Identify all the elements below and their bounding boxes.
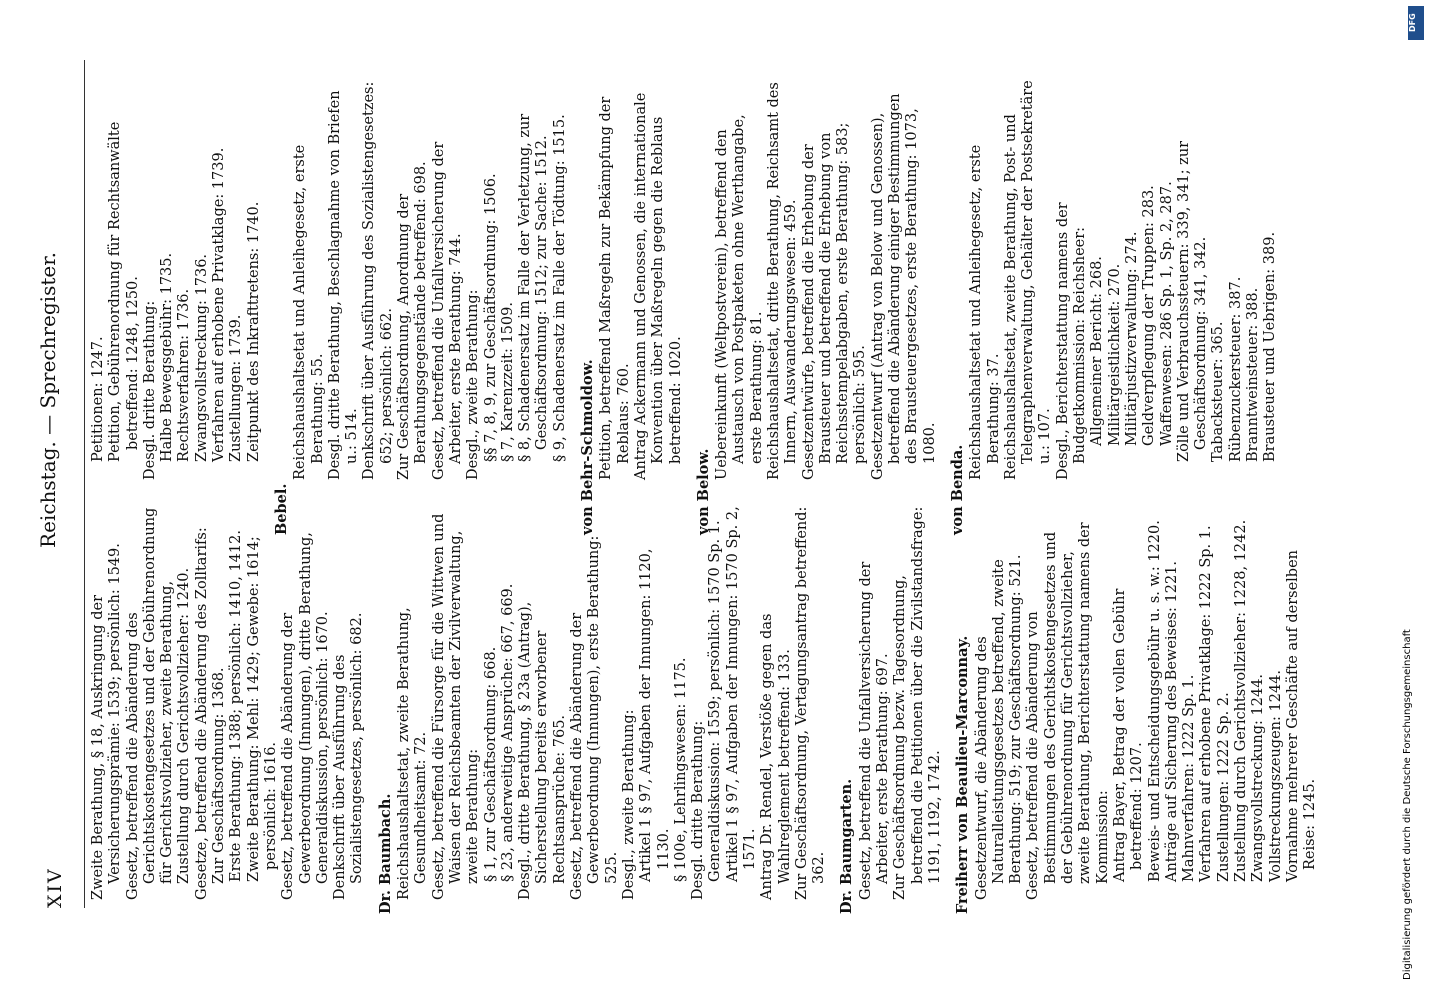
register-entry: Gesetzentwurf, die Abänderung des Naturalleistungsgesetzes betreffend, zweite Berathung: 519; zur Geschäftsordnung: 521. <box>973 554 1025 900</box>
register-subentry: Zustellungen: 1222 Sp. 2. <box>1215 692 1232 882</box>
speaker-name: Freiherr von Beaulieu-Marconnay. <box>954 635 972 914</box>
register-entry: Desgl., zweite Berathung: <box>465 289 482 480</box>
register-subentry: §§ 7, 8, 9, zur Geschäftsordnung: 1506. <box>482 173 499 462</box>
register-subentry: Verfahren auf erhobene Privatklage: 1739. <box>211 147 228 462</box>
register-entry: Gesetz, betreffend die Abänderung der Gewerbeordnung (Innungen), erste Berathung: 525. <box>569 535 620 900</box>
page-title: Reichstag. — Sprechregister. <box>36 252 60 548</box>
register-entry: Zur Geschäftsordnung, Anordnung der Berathungsgegenstände betreffend: 698. <box>396 161 430 480</box>
register-subentry: § 8, Schadenersatz im Falle der Verletzung, zur Geschäftsordnung: 1512; zur Sache: 1512. <box>517 113 551 462</box>
register-subentry: Zeitpunkt des Inkrafttretens: 1740. <box>245 201 262 462</box>
register-subentry: Militärjustizverwaltung: 274. <box>1123 231 1140 446</box>
register-subentry: Zölle und Verbrauchssteuern: 339, 341; zur Geschäftsordnung: 341, 342. <box>1175 140 1210 462</box>
register-subentry: Geldverpflegung der Truppen: 283. <box>1141 185 1158 446</box>
register-entry: Zur Geschäftsordnung bezw. Tagesordnung, betreffend die Petitionen über die Zivilstandsfrage: 1191, 1192, 1742. <box>892 506 943 900</box>
register-entry: Antrag Dr. Rendel, Verstöße gegen das Wahlreglement betreffend: 133. <box>759 613 793 900</box>
register-entry: Reichshaushaltsetat, zweite Berathung, Post- und Telegraphenverwaltung, Gehälter der Postsekretäre u.: 107. <box>1002 80 1054 480</box>
register-subentry: Zwangsvollstreckung: 1736. <box>193 253 210 462</box>
right-column <box>90 80 1280 535</box>
register-entry: Gesetz, betreffend die Abänderung des Gerichtskostengesetzes und der Gebührenordnung für Gerichtsvollzieher, zweite Berathung, Zustellung durch Gerichtsvollzieher: 1240. <box>124 507 193 900</box>
register-subentry: Petitionen: 1247. <box>90 336 106 462</box>
register-entry: Gesetzentwurf (Antrag von Below und Genossen), betreffend die Abänderung einiger Bestimmungen des Brausteuergesetzes, erste Berathung: 1073, 1080. <box>869 93 938 480</box>
register-entry: Desgl., dritte Berathung, § 23a (Antrag), Sicherstellung bereits erworbener Rechtsansprüche: 765. <box>517 601 568 900</box>
register-entry: Gesetzentwürfe, betreffend die Erhebung der Brausteuer und betreffend die Erhebung von Reichsstempelabgaben, erste Berathung: 583; persönlich: 595. <box>800 122 869 480</box>
left-column <box>90 505 1319 914</box>
register-entry: Gesetz, betreffend die Fürsorge für die Wittwen und Waisen der Reichsbeamten der Zivilverwaltung, zweite Berathung: <box>430 513 482 900</box>
page-header <box>26 0 66 1000</box>
register-subentry: § 100e, Lehrlingswesen: 1175. <box>672 657 689 882</box>
register-subentry: Brausteuer und Uebrigen: 389. <box>1262 231 1279 462</box>
header-rule <box>84 60 85 908</box>
register-entry: Denkschrift über Ausführung des Sozialistengesetzes: 652; persönlich: 662. <box>361 81 395 480</box>
register-subentry: Generaldiskussion: 1559; persönlich: 1570 Sp. 1. <box>707 520 724 882</box>
register-entry: Zur Geschäftsordnung, Vertagungsantrag betreffend: 362. <box>793 506 828 900</box>
speaker-name: von Below. <box>694 448 712 535</box>
register-entry: Reichshaushaltsetat und Anleihegesetz, erste Berathung: 37. <box>968 144 1002 480</box>
register-entry: Uebereinkunft (Weltpostverein), betreffend den Austausch von Postpaketen ohne Werthangabe, erste Berathung: 81. <box>714 114 765 480</box>
register-subentry: Beweis- und Entscheidungsgebühr u. s. w.: 1220. <box>1146 520 1163 882</box>
register-entry: Gesetz, betreffend die Abänderung von Bestimmungen des Gerichtskostengesetzes und der Gebührenordnung für Gerichtsvollzieher, zweite Berathung, Berichterstattung namens der Kommission: <box>1025 522 1111 900</box>
digitization-notice: Digitalisierung gefördert durch die Deutsche Forschungsgemeinschaft <box>1402 629 1413 980</box>
register-subentry: Antrag Bayer, Betrag der vollen Gebühr betreffend: 1207. <box>1111 588 1146 882</box>
register-subentry: Vornahme mehrerer Geschäfte auf derselben Reise: 1245. <box>1284 549 1319 882</box>
register-subentry: Rechtsverfahren: 1736. <box>176 288 193 462</box>
register-subentry: Mahnverfahren: 1222 Sp. 1. <box>1181 674 1198 882</box>
register-subentry: Halbe Bewegsgebühr: 1735. <box>159 252 176 462</box>
register-subentry: Erste Berathung: 1388; persönlich: 1410, 1412. <box>228 530 245 882</box>
register-entry: Gesetz, betreffend die Unfallversicherung der Arbeiter, erste Berathung: 697. <box>857 561 892 900</box>
register-subentry: Zwangsvollstreckung: 1244. <box>1250 673 1267 882</box>
register-entry: Gesetz, betreffend die Abänderung der Gewerbeordnung (Innungen), dritte Berathung, Generaldiskussion, persönlich: 1670. <box>280 532 331 900</box>
register-subentry: Zustellung durch Gerichtsvollzieher: 1228, 1242. <box>1233 519 1249 882</box>
register-entry: Desgl. dritte Berathung, Beschlagnahme von Briefen u.: 514. <box>326 90 361 480</box>
register-entry: Petition, betreffend Maßregeln zur Bekämpfung der Reblaus: 760. <box>598 96 632 480</box>
register-entry: Gesetz, betreffend die Unfallversicherung der Arbeiter, erste Berathung: 744. <box>430 141 464 480</box>
speaker-name: von Benda. <box>948 444 966 535</box>
register-entry: Reichshaushaltsetat, dritte Berathung, Reichsamt des Innern, Auswanderungswesen: 459. <box>765 82 800 480</box>
register-subentry: Militärgeistlichkeit: 270. <box>1106 263 1123 446</box>
register-subentry: Branntweinsteuer: 388. <box>1245 287 1261 462</box>
page-number: XIV <box>44 867 66 908</box>
register-subentry: § 7, Karenzzeit: 1509. <box>499 302 516 462</box>
speaker-name: Dr. Baumgarten. <box>838 778 856 914</box>
speaker-name: von Behr-Schmoldow. <box>579 359 597 535</box>
register-subentry: Anträge auf Sicherung des Beweises: 1221. <box>1163 560 1180 882</box>
register-subentry: § 23, anderweitige Ansprüche: 667, 669. <box>499 583 516 882</box>
register-subentry: Tabacksteuer: 365. <box>1210 321 1227 462</box>
digitization-sidebar <box>1402 0 1430 1000</box>
register-subentry: Zweite Berathung: Mehl: 1429; Gewebe: 1614; persönlich: 1616. <box>245 536 279 882</box>
dfg-logo: DFG <box>1408 6 1424 40</box>
register-subentry: § 9, Schadenersatz im Falle der Tödtung: 1515. <box>551 114 568 462</box>
register-subentry: Petition, Gebührenordnung für Rechtsanwälte betreffend: 1248, 1250. <box>107 121 141 462</box>
register-subentry: Vollstreckungszeugen: 1244. <box>1267 670 1284 882</box>
register-subentry: Artikel 1 § 97, Aufgaben der Innungen: 1120, 1130. <box>638 548 672 882</box>
speaker-name: Bebel. <box>272 483 290 535</box>
register-entry: Gesetze, betreffend die Abänderung des Zolltarifs: Zur Geschäftsordnung: 1368. <box>193 527 228 900</box>
register-entry: Antrag Ackermann und Genossen, die internationale Konvention über Maßregeln gegen die Reblaus betreffend: 1020. <box>632 92 684 480</box>
register-entry: Reichshaushaltsetat und Anleihegesetz, erste Berathung: 55. <box>292 144 326 480</box>
register-entry: Denkschrift über Ausführung des Sozialistengesetzes, persönlich: 682. <box>332 612 366 900</box>
register-subentry: Allgemeiner Bericht: 268. <box>1089 256 1106 446</box>
register-subentry: § 1, zur Geschäftsordnung: 668. <box>482 646 499 882</box>
register-subentry: Zustellungen: 1739. <box>228 314 245 462</box>
register-entry: Desgl., Berichterstattung namens der Budgetkommission: Reichsheer: <box>1054 202 1089 480</box>
register-subentry: Waffenwesen: 286 Sp. 1, Sp. 2, 287. <box>1158 181 1175 446</box>
register-entry: Reichshaushaltsetat, zweite Berathung, Gesundheitsamt: 72. <box>396 607 430 900</box>
register-entry: Zweite Berathung, § 18, Auskringung der Versicherungsprämie: 1539; persönlich: 1549. <box>90 543 124 900</box>
register-entry: Desgl. dritte Berathung: <box>141 300 158 480</box>
register-entry: Desgl., zweite Berathung: <box>620 709 637 900</box>
register-subentry: Artikel 1 § 97, Aufgaben der Innungen: 1570 Sp. 2, 1571. <box>724 506 758 882</box>
speaker-name: Dr. Baumbach. <box>376 793 394 914</box>
register-subentry: Rübenzuckersteuer: 387. <box>1227 276 1244 462</box>
register-subentry: Verfahren auf erhobene Privatklage: 1222 Sp. 1. <box>1198 525 1215 882</box>
register-entry: Desgl. dritte Berathung: <box>690 720 707 900</box>
